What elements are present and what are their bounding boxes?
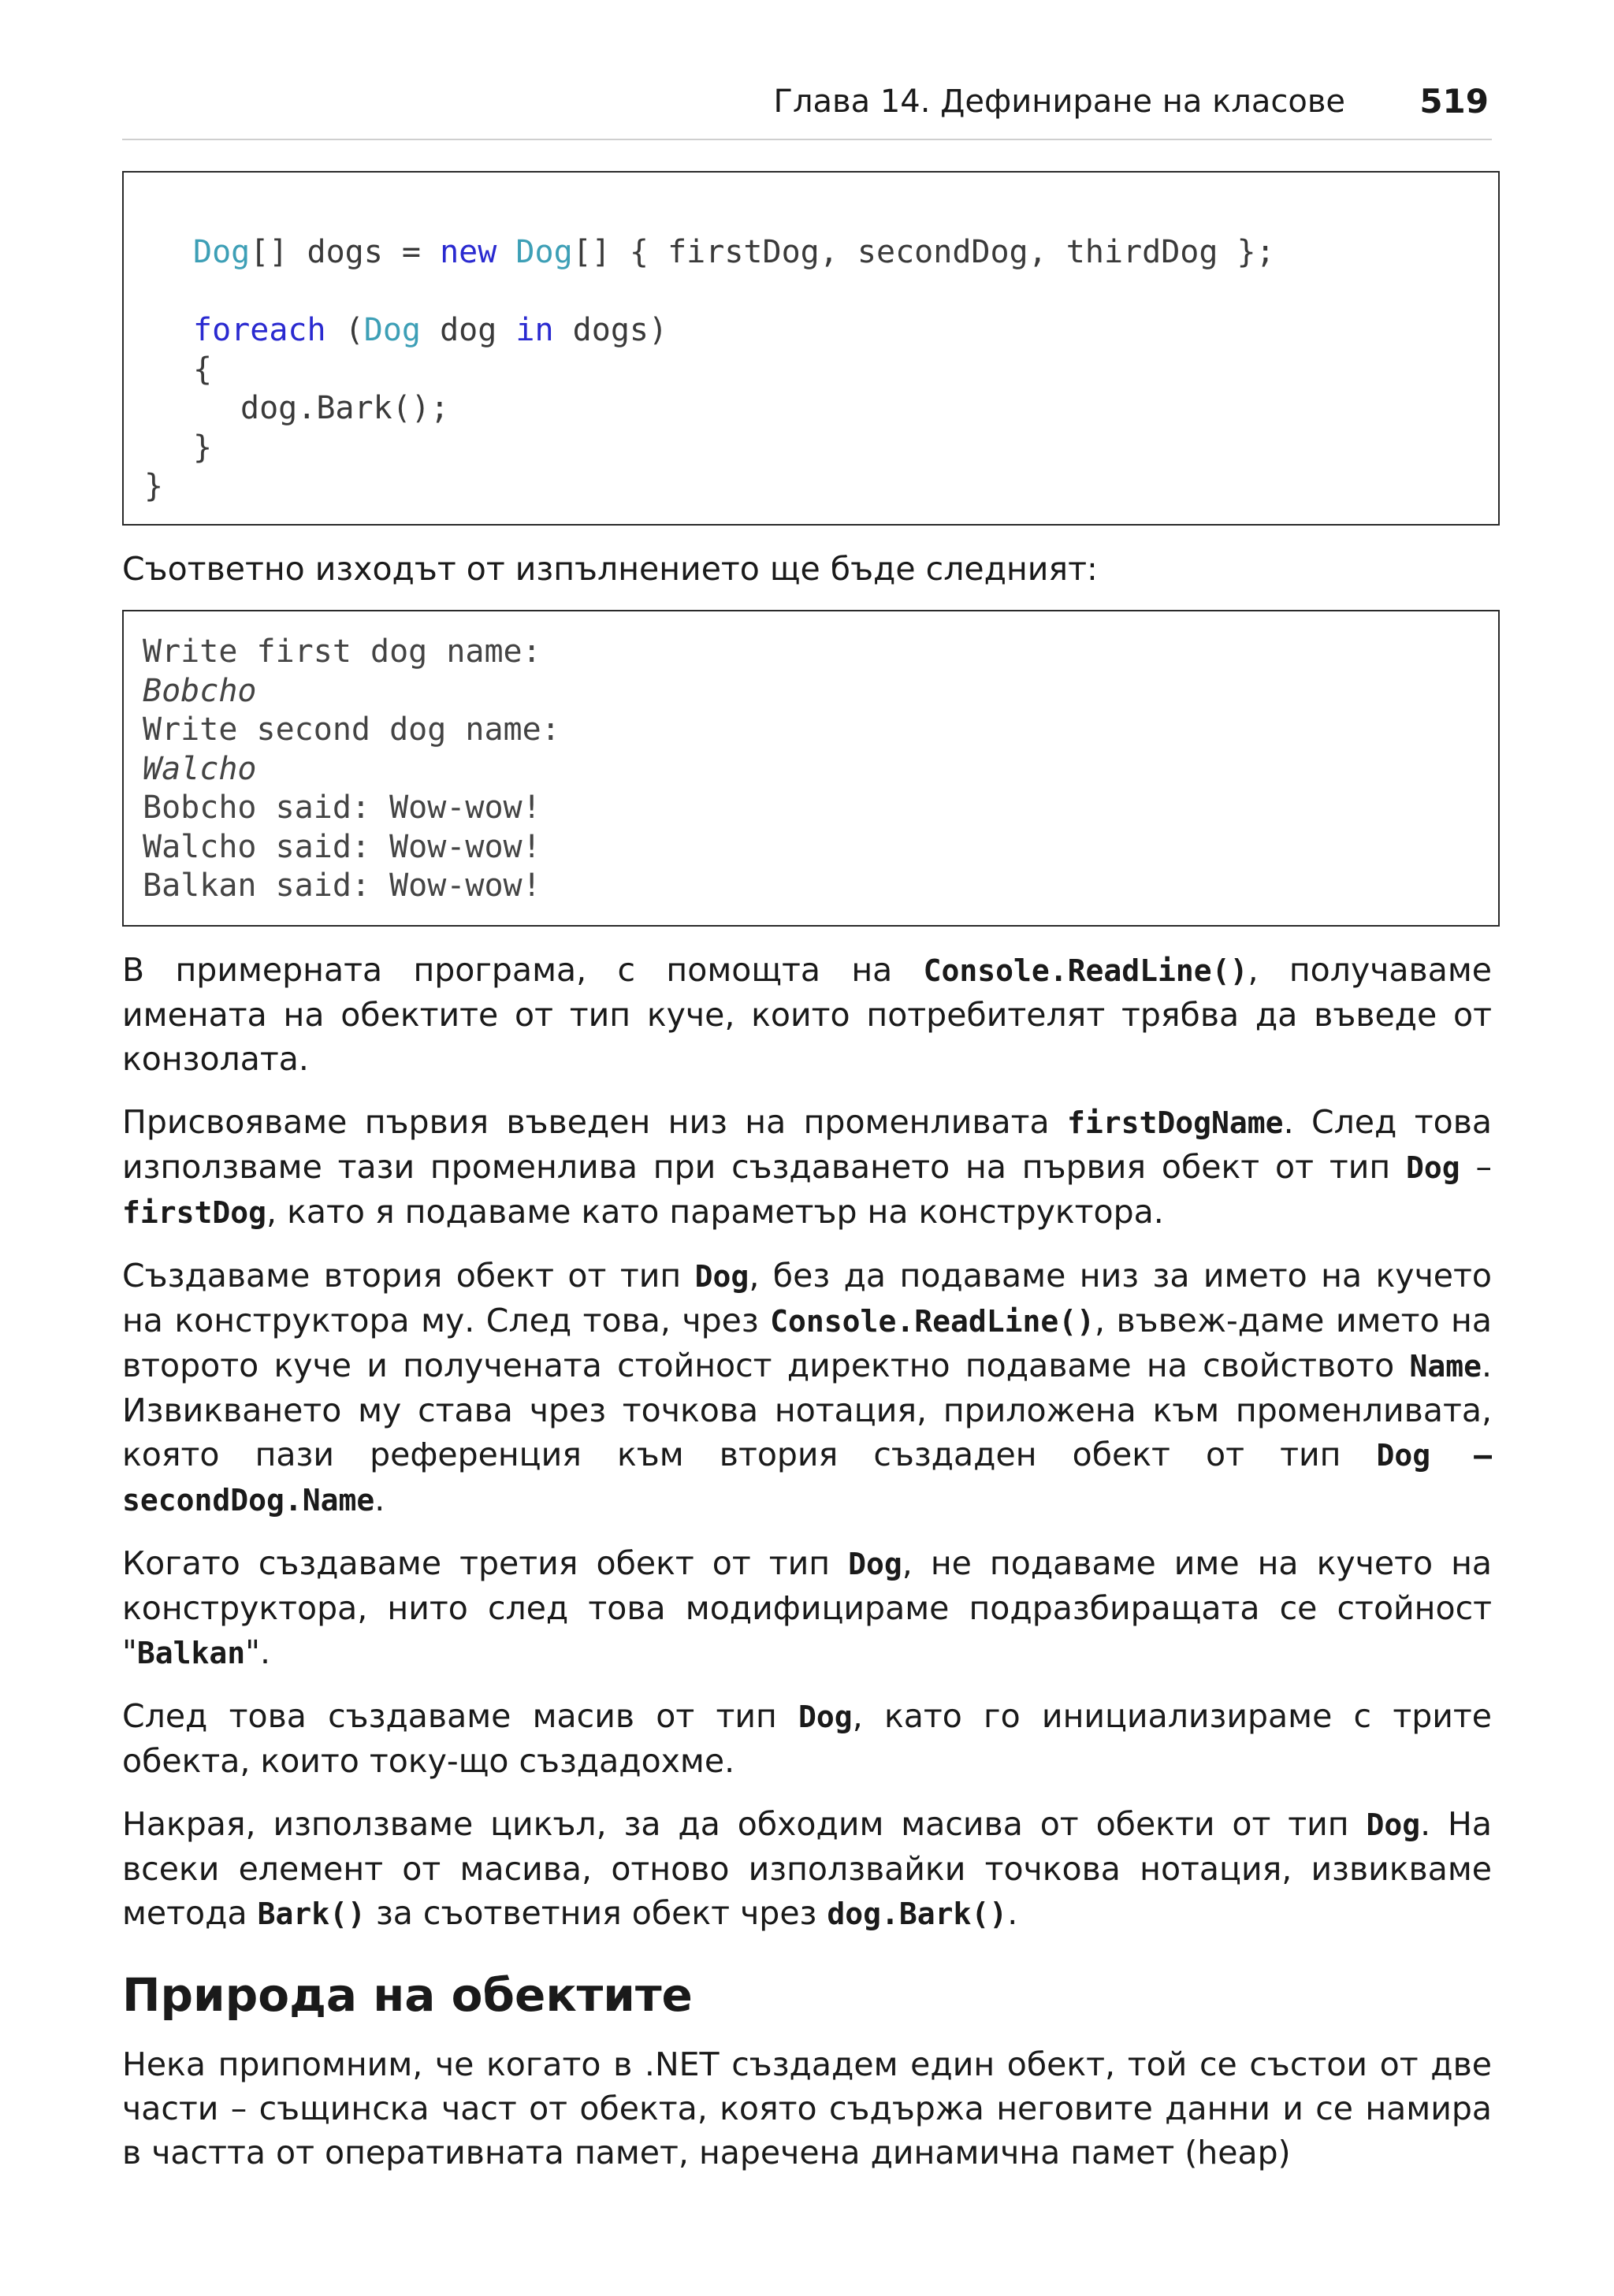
inline-code: Console.ReadLine() (770, 1304, 1095, 1339)
inline-code: Name (1409, 1349, 1482, 1384)
code-token (496, 234, 515, 270)
inline-code: Dog (1366, 1807, 1421, 1842)
text-run: . (374, 1481, 385, 1518)
page-number: 519 (1419, 82, 1489, 121)
text-run: ". (245, 1633, 271, 1671)
code-token: Dog (363, 312, 421, 348)
text-run: . (1007, 1894, 1018, 1932)
text-run: Присвояваме първия въведен низ на променливата (122, 1103, 1068, 1141)
text-run: , не подаваме име на кучето на конструктора, нито след това модифицираме подразбиращата се стойност " (122, 1544, 1492, 1671)
text-run: Когато създаваме третия обект от тип (122, 1544, 849, 1582)
code-token: [] dogs = (250, 234, 441, 270)
paragraph-2 (122, 1100, 1492, 1235)
text-run: Накрая, използваме цикъл, за да обходим масива от обекти от тип (122, 1805, 1367, 1843)
code-token: ( (325, 312, 364, 348)
page-header (122, 79, 1492, 140)
code-token: [] { firstDog, secondDog, thirdDog }; (572, 234, 1275, 270)
code-line (193, 232, 1275, 272)
text-run: , въвеж-даме името на второто куче и получената стойност директно подаваме на свойството (122, 1302, 1492, 1384)
section-paragraph: Нека припомним, че когато в .NET създадем един обект, той се състои от две части – същинска част от обекта, която съдържа неговите данни и се намира в частта от оперативната памет, наречена динамична памет (heap) (122, 2045, 1492, 2172)
code-line: } (193, 429, 213, 466)
text-run: за съответния обект чрез (365, 1894, 827, 1932)
inline-code: Dog (1406, 1150, 1460, 1185)
code-token: in (515, 312, 554, 348)
output-block (122, 610, 1500, 927)
inline-code: Bark() (257, 1897, 366, 1931)
inline-code: Balkan (136, 1636, 246, 1670)
text-run: – (1460, 1148, 1492, 1186)
code-token: dogs) (553, 312, 668, 348)
paragraph-4 (122, 1541, 1492, 1675)
text-run: След това създаваме масив от тип (122, 1697, 799, 1735)
inline-code: Dog – secondDog.Name (122, 1438, 1493, 1518)
inline-code: Dog (848, 1547, 902, 1581)
inline-code: Console.ReadLine() (923, 953, 1248, 988)
code-token: Dog (515, 234, 573, 270)
text-run: . На всеки елемент от масива, отново използвайки точкова нотация, извикваме метода (122, 1805, 1492, 1932)
code-block (122, 171, 1500, 526)
inline-code: firstDogName (1067, 1105, 1284, 1140)
text-run: , като я подаваме като параметър на конструктора. (266, 1193, 1164, 1231)
output-line: Walcho said: Wow-wow! (143, 829, 541, 865)
code-line: dog.Bark(); (240, 390, 449, 426)
output-line: Walcho (143, 751, 257, 787)
output-intro (122, 547, 1492, 610)
paragraph-6 (122, 1802, 1492, 1936)
text-run: , без да подаваме низ за името на кучето на конструктора му. След това, чрез (122, 1257, 1492, 1339)
inline-code: firstDog (122, 1195, 267, 1230)
section-heading: Природа на обектите (122, 1968, 693, 2022)
output-intro-text: Съответно изходът от изпълнението ще бъде следният: (122, 550, 1098, 588)
paragraph-5 (122, 1694, 1492, 1783)
code-line: } (144, 468, 164, 504)
code-line: { (193, 351, 213, 388)
text-run: . Извикването му става чрез точкова нотация, приложена към променливата, която пази референция към втория създаден обект от тип (122, 1347, 1492, 1473)
chapter-title: Глава 14. Дефиниране на класове (773, 84, 1345, 120)
output-line: Balkan said: Wow-wow! (143, 868, 541, 904)
output-line: Write first dog name: (143, 633, 541, 670)
text-run: . След това използваме тази променлива при създаването на първия обект от тип (122, 1103, 1492, 1186)
output-line: Bobcho said: Wow-wow! (143, 789, 541, 826)
section-body (122, 2042, 1492, 2194)
text-run: , като го инициализираме с трите обекта, които току-що създадохме. (122, 1697, 1492, 1780)
code-line (193, 310, 668, 350)
code-token: Dog (193, 234, 251, 270)
output-line: Write second dog name: (143, 711, 560, 748)
output-line: Bobcho (143, 673, 257, 709)
text-run: , получаваме имената на обектите от тип куче, които потребителят трябва да въведе от конзолата. (122, 951, 1493, 1078)
inline-code: Dog (694, 1259, 749, 1294)
text-run: В примерната програма, с помощта на (122, 951, 924, 989)
paragraph-3 (122, 1254, 1492, 1522)
inline-code: Dog (798, 1700, 853, 1734)
text-run: Създаваме втория обект от тип (122, 1257, 695, 1295)
code-token: new (440, 234, 497, 270)
paragraph-1 (122, 948, 1492, 1081)
code-token: dog (421, 312, 516, 348)
body-text (122, 948, 1492, 1955)
code-token: foreach (193, 312, 326, 348)
inline-code: dog.Bark() (827, 1897, 1008, 1931)
